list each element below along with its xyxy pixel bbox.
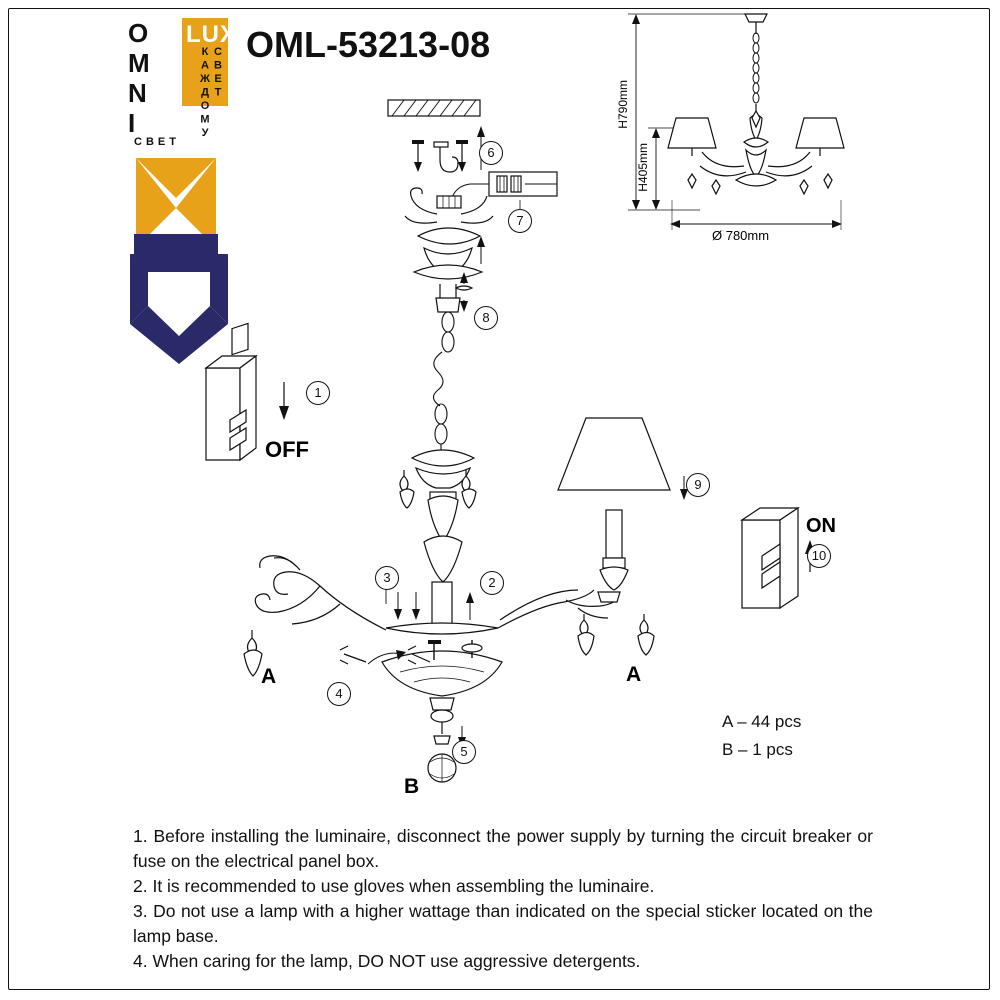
dimension-drawing xyxy=(628,14,844,230)
logo-lux-text: LUX xyxy=(186,21,237,48)
instruction-line-3: 3. Do not use a lamp with a higher wattage than indicated on the special sticker located on the lamp base. xyxy=(133,901,873,946)
callout-7: 7 xyxy=(508,209,532,233)
lamp-shade-assembly xyxy=(558,418,688,590)
logo-omni-letter-o: O xyxy=(128,18,150,48)
dimension-total-height: H790mm xyxy=(616,80,630,129)
callout-10: 10 xyxy=(807,544,831,568)
callout-2: 2 xyxy=(480,571,504,595)
callout-8: 8 xyxy=(474,306,498,330)
suspension-chain xyxy=(433,312,454,452)
instruction-line-4: 4. When caring for the lamp, DO NOT use aggressive detergents. xyxy=(133,951,641,971)
logo-omni-letter-i: I xyxy=(128,108,137,138)
instructions-block xyxy=(133,824,873,974)
left-arm-assembly xyxy=(244,556,386,676)
step7-terminal-block xyxy=(452,172,557,210)
switch-on xyxy=(742,508,815,608)
chandelier-body xyxy=(382,450,502,782)
callout-1: 1 xyxy=(306,381,330,405)
step2-arrow xyxy=(466,592,474,620)
canopy-assembly xyxy=(405,188,493,312)
part-label-b: B xyxy=(404,775,420,798)
parts-list xyxy=(722,708,801,764)
right-arm-assembly xyxy=(498,590,654,655)
logo-svet-text: СВЕТ xyxy=(134,136,180,148)
callout-3: 3 xyxy=(375,566,399,590)
part-label-a-left: A xyxy=(261,665,277,688)
switch-on-label: ON xyxy=(806,515,836,537)
switch-off-label: OFF xyxy=(265,437,309,462)
callout-5: 5 xyxy=(452,740,476,764)
callout-9: 9 xyxy=(686,473,710,497)
instruction-line-2: 2. It is recommended to use gloves when assembling the luminaire. xyxy=(133,876,655,896)
parts-list-b: B – 1 pcs xyxy=(722,740,793,759)
logo-omni-letter-m: M xyxy=(128,48,151,78)
ceiling-hatch xyxy=(388,100,480,116)
dimension-shade-height: H405mm xyxy=(636,143,650,192)
logo-vertical-tagline: СВЕТ КАЖДОМУ xyxy=(199,46,224,141)
part-label-a-right: A xyxy=(626,663,642,686)
callout-4: 4 xyxy=(327,682,351,706)
parts-list-a: A – 44 pcs xyxy=(722,712,802,731)
dimension-diameter: Ø 780mm xyxy=(712,228,770,243)
logo-omni-letter-n: N xyxy=(128,78,148,108)
page-title: OML-53213-08 xyxy=(246,24,491,65)
instruction-line-1: 1. Before installing the luminaire, disconnect the power supply by turning the circuit breaker or fuse on the electrical panel box. xyxy=(133,826,873,871)
callout-6: 6 xyxy=(479,141,503,165)
step3-arrows xyxy=(386,590,420,620)
